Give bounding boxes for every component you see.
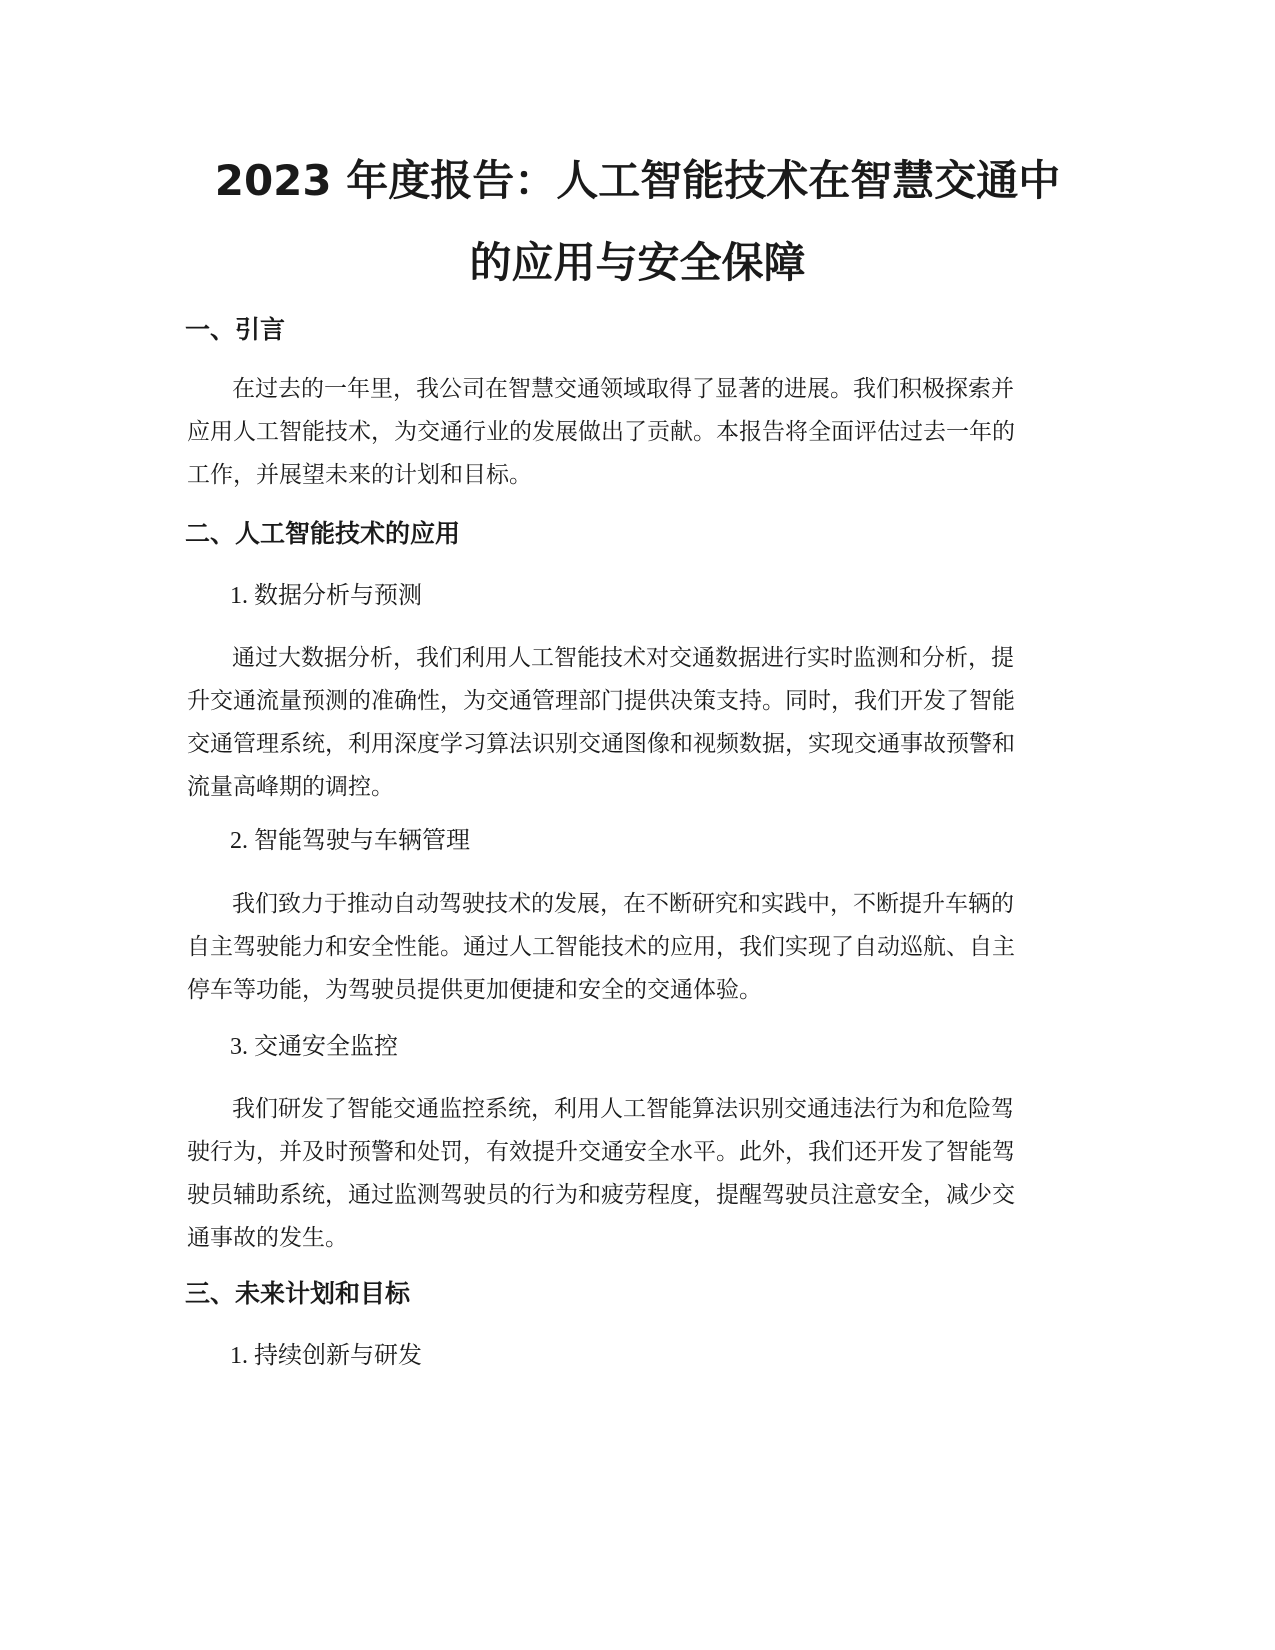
subsection-title-traffic-safety: 3. 交通安全监控 bbox=[230, 1034, 398, 1060]
section-heading-ai-applications: 二、人工智能技术的应用 bbox=[185, 519, 461, 548]
paragraph-line: 自主驾驶能力和安全性能。通过人工智能技术的应用，我们实现了自动巡航、自主 bbox=[187, 934, 1015, 960]
document-title bbox=[150, 140, 1125, 304]
subsection-title-innovation: 1. 持续创新与研发 bbox=[230, 1343, 422, 1369]
paragraph-smart-driving bbox=[187, 883, 1092, 1012]
paragraph-line: 应用人工智能技术，为交通行业的发展做出了贡献。本报告将全面评估过去一年的 bbox=[187, 419, 1015, 445]
paragraph-line: 交通管理系统，利用深度学习算法识别交通图像和视频数据，实现交通事故预警和 bbox=[187, 731, 1015, 757]
paragraph-line: 在过去的一年里，我公司在智慧交通领域取得了显著的进展。我们积极探索并 bbox=[232, 376, 1014, 402]
paragraph-line: 通过大数据分析，我们利用人工智能技术对交通数据进行实时监测和分析，提 bbox=[232, 645, 1014, 671]
paragraph-line: 驶行为，并及时预警和处罚，有效提升交通安全水平。此外，我们还开发了智能驾 bbox=[187, 1139, 1015, 1165]
paragraph-traffic-safety bbox=[187, 1088, 1092, 1260]
paragraph-line: 流量高峰期的调控。 bbox=[187, 774, 394, 800]
title-line-2: 的应用与安全保障 bbox=[469, 238, 806, 287]
section-heading-future-plans: 三、未来计划和目标 bbox=[185, 1279, 411, 1308]
title-line-1: 2023 年度报告：人工智能技术在智慧交通中 bbox=[214, 156, 1061, 205]
subsection-title-smart-driving: 2. 智能驾驶与车辆管理 bbox=[230, 828, 470, 854]
paragraph-line: 工作，并展望未来的计划和目标。 bbox=[187, 462, 532, 488]
paragraph-line: 升交通流量预测的准确性，为交通管理部门提供决策支持。同时，我们开发了智能 bbox=[187, 688, 1015, 714]
paragraph-line: 通事故的发生。 bbox=[187, 1225, 348, 1251]
paragraph-data-analysis bbox=[187, 637, 1092, 809]
subsection-title-data-analysis: 1. 数据分析与预测 bbox=[230, 583, 422, 609]
paragraph-line: 停车等功能，为驾驶员提供更加便捷和安全的交通体验。 bbox=[187, 977, 762, 1003]
section-heading-introduction: 一、引言 bbox=[185, 315, 286, 344]
paragraph-line: 我们致力于推动自动驾驶技术的发展，在不断研究和实践中，不断提升车辆的 bbox=[232, 891, 1014, 917]
paragraph-line: 驶员辅助系统，通过监测驾驶员的行为和疲劳程度，提醒驾驶员注意安全，减少交 bbox=[187, 1182, 1015, 1208]
paragraph-introduction bbox=[187, 368, 1092, 497]
paragraph-line: 我们研发了智能交通监控系统，利用人工智能算法识别交通违法行为和危险驾 bbox=[232, 1096, 1014, 1122]
